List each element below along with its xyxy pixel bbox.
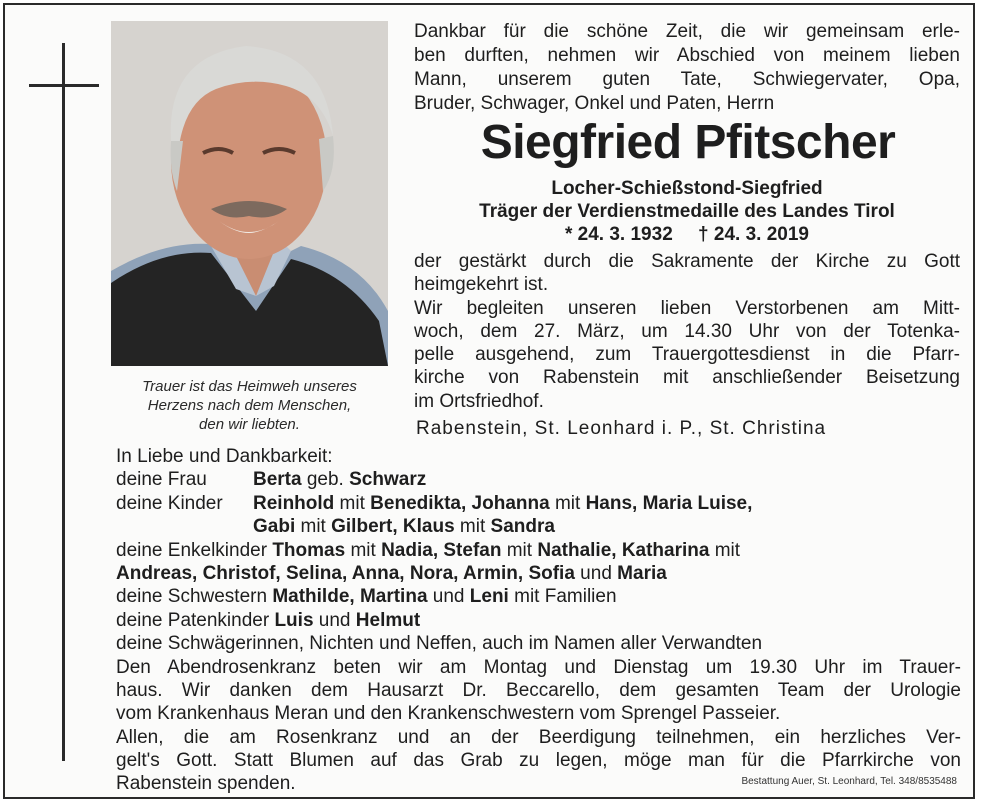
body-line: kirche von Rabenstein mit anschließender Beisetzung (414, 367, 960, 389)
grandchild-name: Thomas (272, 539, 346, 561)
godchild-name: Helmut (355, 609, 421, 631)
family-row-children (116, 492, 961, 515)
caption-line: Herzens nach dem Menschen, (147, 397, 352, 414)
mit-text: mit (501, 539, 538, 561)
mit-text: mit (709, 539, 741, 561)
body-line: Wir begleiten unseren lieben Verstorbenen am Mitt- (414, 297, 960, 319)
child-name: Gabi (253, 516, 296, 538)
obituary-card (3, 3, 975, 799)
grandchild-names: Andreas, Christof, Selina, Anna, Nora, Armin, Sofia (116, 562, 575, 584)
child-name: Benedikta, Johanna (370, 492, 550, 514)
intro-line: Dankbar für die schöne Zeit, die wir gemeinsam erle- (414, 21, 960, 42)
death-date: † 24. 3. 2019 (698, 224, 809, 245)
funeral-home-credit: Bestattung Auer, St. Leonhard, Tel. 348/8535488 (741, 776, 957, 787)
family-row-godchildren (116, 609, 961, 632)
closing-line: haus. Wir danken dem Hausarzt Dr. Beccarello, dem gesamten Team der Urologie (116, 680, 961, 702)
family-row-grandchildren (116, 539, 961, 562)
honor: Träger der Verdienstmedaille des Landes Tirol (479, 201, 895, 222)
mit-text: mit (549, 492, 586, 514)
portrait-illustration (111, 21, 388, 366)
body-line: pelle ausgehend, zum Trauergottesdienst in die Pfarr- (414, 344, 960, 366)
deceased-name: Siegfried Pfitscher (480, 116, 896, 169)
portrait-photo (111, 21, 388, 366)
intro-line: ben durften, nehmen wir Abschied von meinem lieben (414, 45, 960, 66)
body-line: woch, dem 27. März, um 14.30 Uhr von der Totenka- (414, 320, 960, 342)
families-text: mit Familien (508, 586, 617, 608)
closing-line: gelt's Gott. Statt Blumen auf das Grab zu legen, möge man für die Pfarrkirche von (116, 749, 961, 771)
family-list (116, 445, 961, 656)
child-name: Gilbert, Klaus (331, 516, 455, 538)
service-text (414, 250, 960, 413)
children-label: deine Kinder (116, 492, 223, 514)
grandchild-name: Nadia, Stefan (381, 539, 502, 561)
closing-line: Den Abendrosenkranz beten wir am Montag und Dienstag um 19.30 Uhr im Trauer- (116, 657, 961, 678)
family-row-relatives: deine Schwägerinnen, Nichten und Neffen, auch im Namen aller Verwandten (116, 633, 763, 655)
closing-line: vom Krankenhaus Meran und den Krankenschwestern vom Sprengel Passeier. (116, 703, 781, 725)
wife-name: Berta (253, 469, 302, 491)
intro-line: Bruder, Schwager, Onkel und Paten, Herrn (414, 93, 775, 114)
godchild-name: Luis (274, 609, 314, 631)
sister-name: Leni (469, 586, 509, 608)
family-row-wife (116, 468, 961, 491)
body-line: im Ortsfriedhof. (414, 390, 544, 412)
child-name: Reinhold (253, 492, 335, 514)
child-name: Sandra (490, 516, 555, 538)
sisters-label: deine Schwestern (116, 586, 273, 608)
body-line: heimgekehrt ist. (414, 274, 549, 296)
wife-label: deine Frau (116, 469, 207, 491)
body-line: der gestärkt durch die Sakramente der Kirche zu Gott (414, 251, 960, 272)
birth-date: * 24. 3. 1932 (565, 224, 673, 245)
sister-names: Mathilde, Martina (272, 586, 428, 608)
subtitle (414, 177, 960, 246)
und-text: und (574, 562, 618, 584)
mit-text: mit (295, 516, 332, 538)
grandchild-name: Nathalie, Katharina (537, 539, 710, 561)
mit-text: mit (345, 539, 382, 561)
family-row-grandchildren-2 (116, 562, 961, 585)
closing-line: Allen, die am Rosenkranz und an der Beerdigung teilnehmen, ein herzliches Ver- (116, 726, 961, 748)
und-text: und (427, 586, 470, 608)
closing-line: Rabenstein spenden. (116, 773, 296, 795)
wife-maiden-name: Schwarz (349, 469, 427, 491)
family-intro: In Liebe und Dankbarkeit: (116, 446, 333, 467)
und-text: und (313, 609, 356, 631)
grandchildren-label: deine Enkelkinder (116, 539, 273, 561)
mit-text: mit (454, 516, 491, 538)
grandchild-name: Maria (617, 562, 667, 584)
intro-line: Mann, unserem guten Tate, Schwiegervater, Opa, (414, 69, 960, 90)
family-row-sisters (116, 585, 961, 608)
child-name: Hans, Maria Luise, (585, 492, 753, 514)
places: Rabenstein, St. Leonhard i. P., St. Christina (416, 418, 827, 439)
geb-text: geb. (301, 469, 350, 491)
cross-icon-bar (29, 84, 99, 87)
caption-line: Trauer ist das Heimweh unseres (142, 378, 357, 395)
godchildren-label: deine Patenkinder (116, 609, 275, 631)
caption-line: den wir liebten. (199, 416, 300, 433)
mit-text: mit (334, 492, 371, 514)
nickname: Locher-Schießstond-Siegfried (551, 178, 823, 199)
cross-icon (62, 43, 65, 761)
life-dates (414, 223, 960, 246)
photo-caption (111, 377, 388, 434)
family-row-children-2 (116, 515, 961, 538)
intro-text (414, 20, 960, 116)
closing-text (116, 656, 961, 795)
